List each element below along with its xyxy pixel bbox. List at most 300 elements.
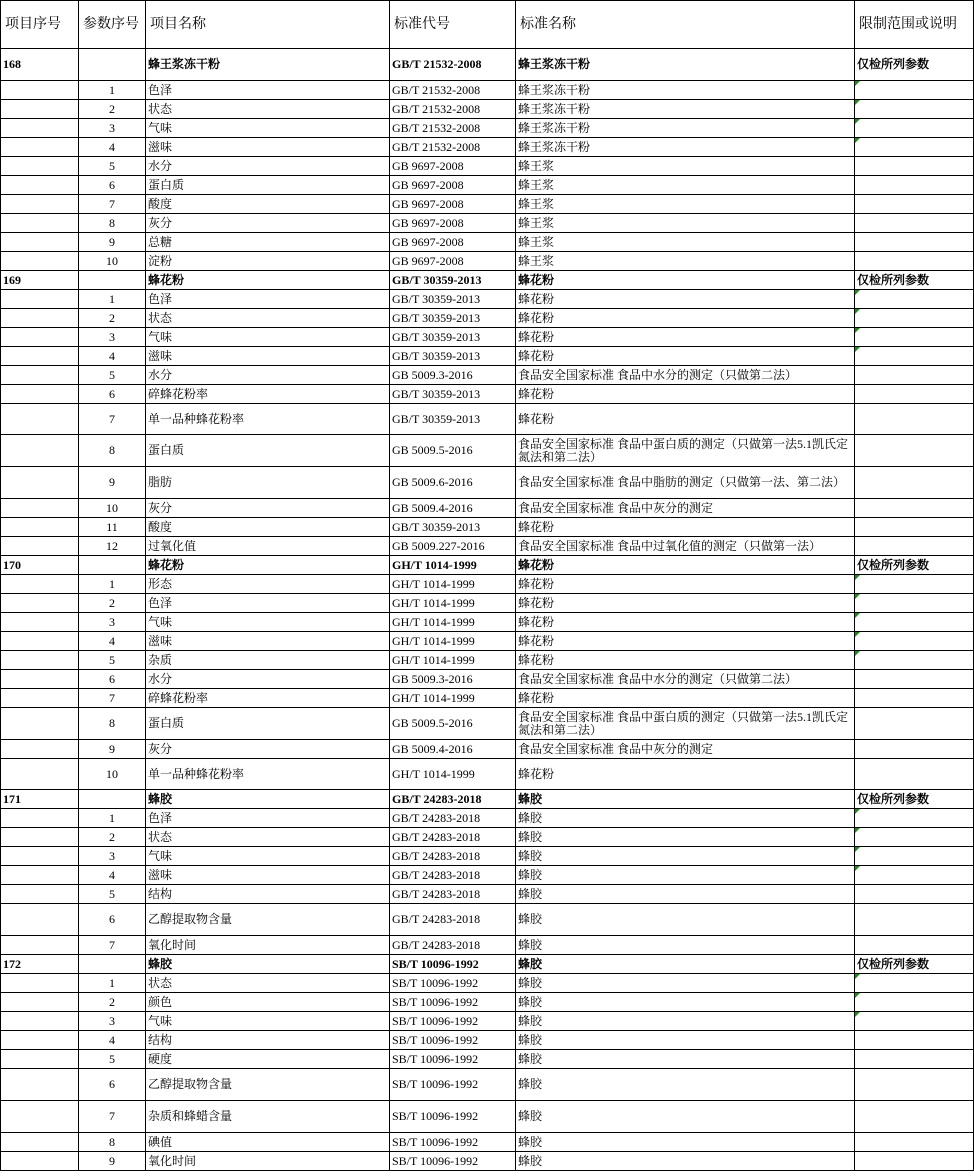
param-no-cell: 3 [79,1012,146,1031]
parameter-row [1,632,974,651]
item-name-cell: 水分 [146,366,390,385]
parameter-row [1,176,974,195]
standard-code-cell: GB/T 24283-2018 [390,790,516,809]
standard-name-cell: 食品安全国家标准 食品中灰分的测定 [516,740,855,759]
project-no-cell [1,467,79,499]
standard-code-cell: GB/T 30359-2013 [390,385,516,404]
project-no-cell [1,1152,79,1171]
standard-code-cell: GB/T 21532-2008 [390,100,516,119]
project-row [1,955,974,974]
limit-note-cell [855,1012,974,1031]
param-no-cell: 6 [79,385,146,404]
item-name-cell: 结构 [146,885,390,904]
param-no-cell: 9 [79,740,146,759]
standard-name-cell: 蜂王浆 [516,233,855,252]
param-no-cell: 3 [79,847,146,866]
project-no-cell: 168 [1,49,79,81]
standard-code-cell: GB 9697-2008 [390,176,516,195]
param-no-cell: 8 [79,1133,146,1152]
standard-name-cell: 蜂胶 [516,993,855,1012]
project-no-cell [1,936,79,955]
param-no-cell [79,271,146,290]
standard-code-cell: GB 9697-2008 [390,214,516,233]
item-name-cell: 杂质 [146,651,390,670]
limit-note-cell [855,708,974,740]
param-no-cell: 8 [79,708,146,740]
limit-note-cell [855,740,974,759]
standard-name-cell: 蜂王浆冻干粉 [516,81,855,100]
parameter-row [1,214,974,233]
project-no-cell [1,993,79,1012]
standard-name-cell: 蜂王浆 [516,157,855,176]
param-no-cell: 6 [79,904,146,936]
item-name-cell: 结构 [146,1031,390,1050]
item-name-cell: 水分 [146,670,390,689]
limit-note-cell [855,1133,974,1152]
table-body [1,49,974,1171]
standard-code-cell: GB/T 30359-2013 [390,518,516,537]
item-name-cell: 滋味 [146,866,390,885]
standard-name-cell: 食品安全国家标准 食品中蛋白质的测定（只做第一法5.1凯氏定氮法和第二法） [516,708,855,740]
standard-code-cell: SB/T 10096-1992 [390,1101,516,1133]
standard-name-cell: 蜂胶 [516,1031,855,1050]
standard-name-cell: 蜂王浆冻干粉 [516,49,855,81]
standard-code-cell: SB/T 10096-1992 [390,1069,516,1101]
item-name-cell: 总糖 [146,233,390,252]
standard-name-cell: 食品安全国家标准 食品中灰分的测定 [516,499,855,518]
parameter-row [1,847,974,866]
limit-note-cell [855,138,974,157]
standard-name-cell: 蜂花粉 [516,385,855,404]
standard-name-cell: 食品安全国家标准 食品中水分的测定（只做第二法） [516,366,855,385]
param-no-cell: 11 [79,518,146,537]
project-no-cell [1,1069,79,1101]
limit-note-cell [855,290,974,309]
param-no-cell: 4 [79,347,146,366]
standard-code-cell: SB/T 10096-1992 [390,1133,516,1152]
item-name-cell: 状态 [146,828,390,847]
standard-name-cell: 蜂胶 [516,955,855,974]
parameter-row [1,1012,974,1031]
project-no-cell [1,252,79,271]
standard-name-cell: 蜂花粉 [516,575,855,594]
param-no-cell: 8 [79,214,146,233]
item-name-cell: 气味 [146,613,390,632]
item-name-cell: 酸度 [146,195,390,214]
standard-name-cell: 蜂胶 [516,885,855,904]
param-no-cell: 6 [79,1069,146,1101]
limit-note-cell [855,435,974,467]
standard-code-cell: GB/T 24283-2018 [390,904,516,936]
limit-note-cell [855,1101,974,1133]
standard-code-cell: GB/T 21532-2008 [390,138,516,157]
parameter-row [1,195,974,214]
parameter-row [1,809,974,828]
item-name-cell: 灰分 [146,499,390,518]
item-name-cell: 滋味 [146,347,390,366]
standard-code-cell: GB 5009.3-2016 [390,366,516,385]
standard-code-cell: SB/T 10096-1992 [390,1152,516,1171]
standard-code-cell: SB/T 10096-1992 [390,1031,516,1050]
param-no-cell: 7 [79,1101,146,1133]
standard-code-cell: GB/T 24283-2018 [390,847,516,866]
limit-note-cell [855,689,974,708]
project-no-cell [1,1031,79,1050]
project-no-cell [1,138,79,157]
item-name-cell: 蜂王浆冻干粉 [146,49,390,81]
project-row [1,49,974,81]
standard-name-cell: 蜂花粉 [516,651,855,670]
project-no-cell [1,157,79,176]
project-no-cell [1,435,79,467]
standard-code-cell: GH/T 1014-1999 [390,632,516,651]
param-no-cell: 1 [79,290,146,309]
standard-name-cell: 蜂花粉 [516,632,855,651]
project-no-cell [1,385,79,404]
project-no-cell [1,347,79,366]
limit-note-cell [855,176,974,195]
param-no-cell: 3 [79,613,146,632]
project-no-cell [1,866,79,885]
param-no-cell: 3 [79,328,146,347]
standard-name-cell: 蜂胶 [516,1069,855,1101]
project-no-cell [1,632,79,651]
standard-name-cell: 蜂胶 [516,790,855,809]
standard-name-cell: 蜂胶 [516,1050,855,1069]
project-no-cell: 169 [1,271,79,290]
standard-code-cell: GB/T 24283-2018 [390,936,516,955]
parameter-row [1,252,974,271]
parameter-row [1,1152,974,1171]
param-no-cell: 1 [79,974,146,993]
item-name-cell: 单一品种蜂花粉率 [146,759,390,790]
param-no-cell: 2 [79,594,146,613]
standard-code-cell: GH/T 1014-1999 [390,575,516,594]
param-no-cell: 5 [79,1050,146,1069]
param-no-cell: 2 [79,309,146,328]
project-no-cell [1,499,79,518]
parameter-row [1,651,974,670]
standard-name-cell: 蜂花粉 [516,271,855,290]
standard-name-cell: 蜂花粉 [516,328,855,347]
parameter-row [1,435,974,467]
item-name-cell: 滋味 [146,138,390,157]
standard-code-cell: GH/T 1014-1999 [390,759,516,790]
param-no-cell: 6 [79,176,146,195]
project-no-cell [1,176,79,195]
standard-code-cell: GB 5009.4-2016 [390,499,516,518]
parameter-row [1,366,974,385]
item-name-cell: 酸度 [146,518,390,537]
item-name-cell: 乙醇提取物含量 [146,1069,390,1101]
standard-name-cell: 蜂胶 [516,904,855,936]
standard-name-cell: 蜂花粉 [516,290,855,309]
item-name-cell: 淀粉 [146,252,390,271]
project-no-cell [1,759,79,790]
item-name-cell: 状态 [146,974,390,993]
param-no-cell: 9 [79,467,146,499]
limit-note-cell [855,1050,974,1069]
param-no-cell: 5 [79,157,146,176]
parameter-row [1,404,974,435]
limit-note-cell [855,214,974,233]
standard-name-cell: 蜂王浆 [516,195,855,214]
limit-note-cell [855,100,974,119]
standard-name-cell: 食品安全国家标准 食品中脂肪的测定（只做第一法、第二法） [516,467,855,499]
standard-name-cell: 蜂王浆 [516,214,855,233]
limit-note-cell [855,885,974,904]
parameter-row [1,138,974,157]
parameter-row [1,613,974,632]
param-no-cell: 1 [79,809,146,828]
item-name-cell: 蜂花粉 [146,556,390,575]
standard-name-cell: 蜂胶 [516,809,855,828]
project-no-cell [1,404,79,435]
standard-code-cell: GB 5009.227-2016 [390,537,516,556]
param-no-cell: 9 [79,233,146,252]
item-name-cell: 气味 [146,328,390,347]
project-no-cell [1,81,79,100]
project-no-cell [1,740,79,759]
limit-note-cell [855,866,974,885]
parameter-row [1,1133,974,1152]
item-name-cell: 氧化时间 [146,1152,390,1171]
item-name-cell: 水分 [146,157,390,176]
parameter-row [1,499,974,518]
limit-note-cell [855,404,974,435]
parameter-row [1,885,974,904]
project-no-cell: 170 [1,556,79,575]
standard-code-cell: GB/T 24283-2018 [390,866,516,885]
standard-name-cell: 蜂王浆冻干粉 [516,100,855,119]
standard-name-cell: 蜂胶 [516,1152,855,1171]
standard-code-cell: GB/T 30359-2013 [390,309,516,328]
parameter-row [1,594,974,613]
limit-note-cell [855,518,974,537]
project-no-cell [1,518,79,537]
standard-name-cell: 蜂胶 [516,1101,855,1133]
standard-name-cell: 蜂花粉 [516,594,855,613]
limit-note-cell [855,1069,974,1101]
standard-code-cell: GB/T 30359-2013 [390,271,516,290]
standard-name-cell: 蜂王浆冻干粉 [516,138,855,157]
parameter-row [1,328,974,347]
parameter-row [1,233,974,252]
param-no-cell: 7 [79,404,146,435]
project-no-cell [1,214,79,233]
standard-code-cell: SB/T 10096-1992 [390,955,516,974]
project-row [1,271,974,290]
parameter-row [1,100,974,119]
param-no-cell: 3 [79,119,146,138]
parameter-row [1,537,974,556]
item-name-cell: 色泽 [146,290,390,309]
standard-name-cell: 蜂花粉 [516,689,855,708]
standard-code-cell: GB/T 21532-2008 [390,81,516,100]
param-no-cell: 4 [79,632,146,651]
header-standard-code: 标准代号 [390,1,516,49]
header-row [1,1,974,49]
standard-name-cell: 蜂花粉 [516,309,855,328]
item-name-cell: 状态 [146,100,390,119]
standard-name-cell: 食品安全国家标准 食品中水分的测定（只做第二法） [516,670,855,689]
project-no-cell [1,689,79,708]
parameter-row [1,759,974,790]
param-no-cell: 7 [79,195,146,214]
item-name-cell: 碎蜂花粉率 [146,385,390,404]
item-name-cell: 蛋白质 [146,435,390,467]
limit-note-cell [855,809,974,828]
param-no-cell: 5 [79,651,146,670]
item-name-cell: 灰分 [146,740,390,759]
item-name-cell: 乙醇提取物含量 [146,904,390,936]
item-name-cell: 状态 [146,309,390,328]
project-no-cell [1,885,79,904]
item-name-cell: 过氧化值 [146,537,390,556]
param-no-cell [79,49,146,81]
standard-code-cell: SB/T 10096-1992 [390,993,516,1012]
param-no-cell: 10 [79,499,146,518]
header-project-no: 项目序号 [1,1,79,49]
param-no-cell: 5 [79,885,146,904]
standard-name-cell: 蜂花粉 [516,613,855,632]
project-no-cell [1,809,79,828]
standard-code-cell: SB/T 10096-1992 [390,1050,516,1069]
parameter-row [1,575,974,594]
limit-note-cell [855,385,974,404]
project-no-cell [1,594,79,613]
limit-note-cell [855,499,974,518]
project-no-cell [1,100,79,119]
parameter-row [1,1101,974,1133]
param-no-cell [79,955,146,974]
standard-code-cell: GB 9697-2008 [390,233,516,252]
limit-note-cell [855,233,974,252]
parameter-row [1,670,974,689]
item-name-cell: 滋味 [146,632,390,651]
parameter-row [1,936,974,955]
standard-code-cell: GB/T 24283-2018 [390,828,516,847]
parameter-row [1,974,974,993]
project-no-cell [1,904,79,936]
parameter-row [1,1050,974,1069]
standard-code-cell: GB/T 30359-2013 [390,328,516,347]
standard-code-cell: GB 5009.6-2016 [390,467,516,499]
standard-code-cell: GB/T 21532-2008 [390,49,516,81]
limit-note-cell [855,632,974,651]
standard-name-cell: 蜂胶 [516,1012,855,1031]
param-no-cell: 1 [79,81,146,100]
standard-code-cell: GH/T 1014-1999 [390,613,516,632]
limit-note-cell [855,594,974,613]
standard-code-cell: GB/T 30359-2013 [390,290,516,309]
standard-code-cell: GB 9697-2008 [390,252,516,271]
limit-note-cell [855,195,974,214]
param-no-cell: 4 [79,1031,146,1050]
item-name-cell: 脂肪 [146,467,390,499]
item-name-cell: 硬度 [146,1050,390,1069]
standard-name-cell: 蜂胶 [516,866,855,885]
project-no-cell [1,1012,79,1031]
project-no-cell [1,1101,79,1133]
standard-name-cell: 蜂胶 [516,828,855,847]
limit-note-cell [855,1152,974,1171]
param-no-cell: 2 [79,828,146,847]
project-row [1,556,974,575]
parameter-row [1,290,974,309]
standard-name-cell: 食品安全国家标准 食品中蛋白质的测定（只做第一法5.1凯氏定氮法和第二法） [516,435,855,467]
parameter-row [1,689,974,708]
param-no-cell: 10 [79,759,146,790]
limit-note-cell [855,670,974,689]
standard-code-cell: GB 5009.5-2016 [390,708,516,740]
param-no-cell: 7 [79,936,146,955]
project-no-cell [1,847,79,866]
standard-code-cell: SB/T 10096-1992 [390,1012,516,1031]
parameter-row [1,708,974,740]
project-no-cell [1,328,79,347]
parameter-row [1,828,974,847]
item-name-cell: 色泽 [146,81,390,100]
limit-note-cell [855,328,974,347]
limit-note-cell [855,467,974,499]
item-name-cell: 色泽 [146,809,390,828]
parameter-row [1,347,974,366]
limit-note-cell [855,309,974,328]
item-name-cell: 氧化时间 [146,936,390,955]
limit-note-cell [855,936,974,955]
project-no-cell [1,1133,79,1152]
item-name-cell: 灰分 [146,214,390,233]
item-name-cell: 蜂胶 [146,790,390,809]
limit-note-cell [855,904,974,936]
item-name-cell: 气味 [146,847,390,866]
param-no-cell: 7 [79,689,146,708]
item-name-cell: 杂质和蜂蜡含量 [146,1101,390,1133]
limit-note-cell [855,119,974,138]
project-no-cell [1,613,79,632]
item-name-cell: 气味 [146,1012,390,1031]
parameter-row [1,467,974,499]
standard-name-cell: 蜂胶 [516,1133,855,1152]
limit-note-cell [855,252,974,271]
standard-code-cell: GH/T 1014-1999 [390,556,516,575]
project-no-cell [1,974,79,993]
param-no-cell [79,556,146,575]
limit-note-cell: 仅检所列参数 [855,556,974,575]
limit-note-cell [855,366,974,385]
project-no-cell [1,119,79,138]
limit-note-cell [855,81,974,100]
item-name-cell: 形态 [146,575,390,594]
parameter-row [1,309,974,328]
limit-note-cell [855,828,974,847]
standard-code-cell: GB/T 24283-2018 [390,809,516,828]
standard-code-cell: GH/T 1014-1999 [390,689,516,708]
item-name-cell: 单一品种蜂花粉率 [146,404,390,435]
standard-code-cell: GH/T 1014-1999 [390,651,516,670]
standard-code-cell: GH/T 1014-1999 [390,594,516,613]
project-no-cell [1,651,79,670]
param-no-cell: 4 [79,866,146,885]
limit-note-cell [855,575,974,594]
parameter-row [1,81,974,100]
parameter-row [1,385,974,404]
standard-code-cell: SB/T 10096-1992 [390,974,516,993]
standard-code-cell: GB/T 30359-2013 [390,404,516,435]
header-item-name: 项目名称 [146,1,390,49]
standard-code-cell: GB/T 30359-2013 [390,347,516,366]
